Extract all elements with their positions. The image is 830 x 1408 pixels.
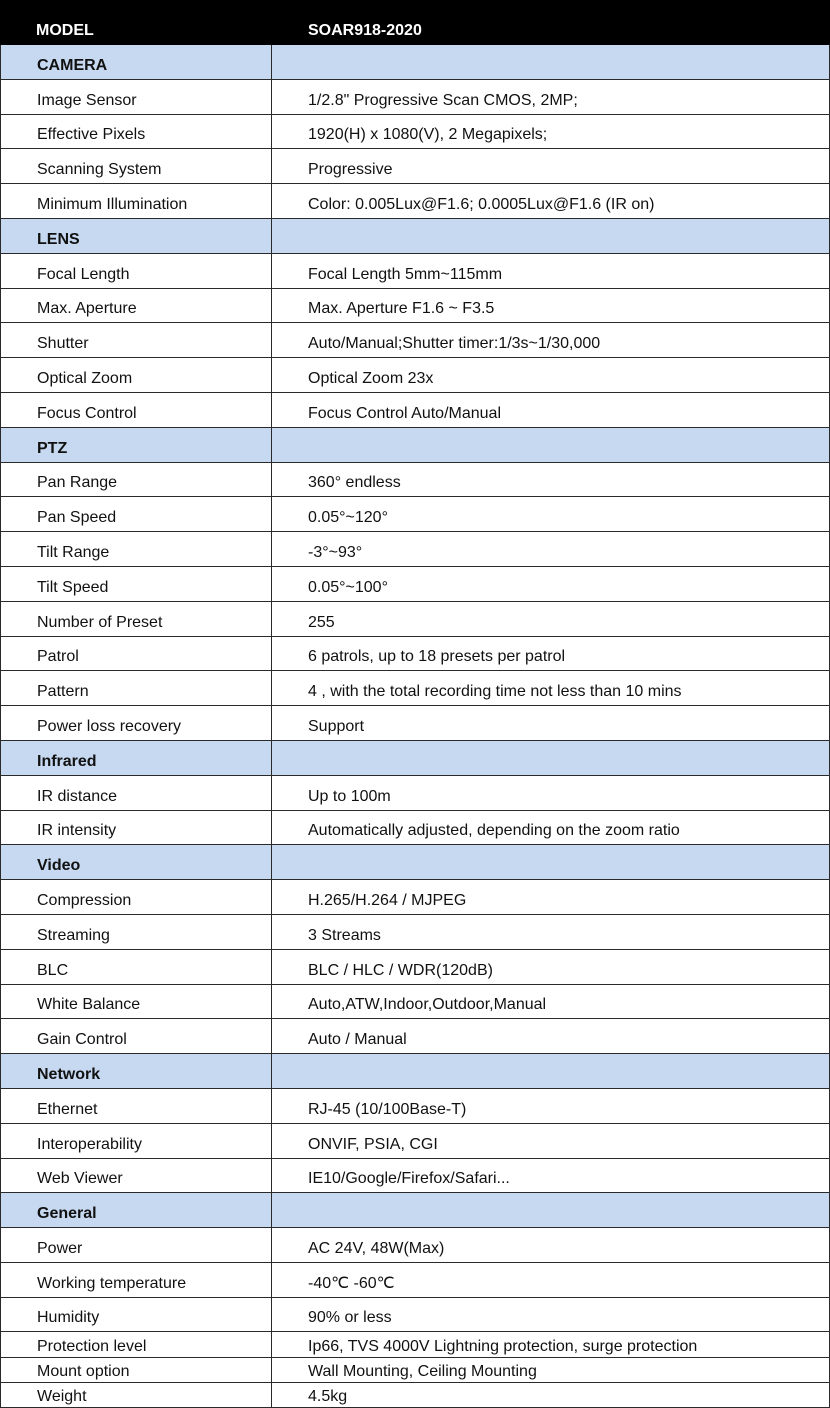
table-row <box>0 880 830 915</box>
spec-value: 1920(H) x 1080(V), 2 Megapixels; <box>272 115 830 149</box>
spec-label: White Balance <box>0 985 272 1019</box>
table-header <box>0 0 830 45</box>
table-row <box>0 532 830 567</box>
spec-value: Automatically adjusted, depending on the zoom ratio <box>272 811 830 845</box>
table-row <box>0 915 830 950</box>
spec-value: RJ-45 (10/100Base-T) <box>272 1089 830 1123</box>
spec-value: 360° endless <box>272 463 830 497</box>
table-row <box>0 985 830 1020</box>
spec-value: 4.5kg <box>272 1383 830 1407</box>
section-title: CAMERA <box>0 45 272 79</box>
table-row <box>0 671 830 706</box>
table-row <box>0 1332 830 1357</box>
spec-label: BLC <box>0 950 272 984</box>
spec-value: -40℃ -60℃ <box>272 1263 830 1297</box>
table-row <box>0 149 830 184</box>
table-row <box>0 567 830 602</box>
table-row <box>0 637 830 672</box>
spec-label: Web Viewer <box>0 1159 272 1193</box>
section-header-row <box>0 1193 830 1228</box>
section-blank-cell <box>272 845 830 879</box>
spec-label: Power loss recovery <box>0 706 272 740</box>
spec-value: H.265/H.264 / MJPEG <box>272 880 830 914</box>
spec-value: Auto / Manual <box>272 1019 830 1053</box>
spec-value: 255 <box>272 602 830 636</box>
table-row <box>0 1159 830 1194</box>
spec-label: IR intensity <box>0 811 272 845</box>
section-blank-cell <box>272 428 830 462</box>
spec-value: BLC / HLC / WDR(120dB) <box>272 950 830 984</box>
spec-value: Focal Length 5mm~115mm <box>272 254 830 288</box>
spec-label: Interoperability <box>0 1124 272 1158</box>
section-header-row <box>0 1054 830 1089</box>
table-row <box>0 254 830 289</box>
table-row <box>0 950 830 985</box>
spec-label: Optical Zoom <box>0 358 272 392</box>
spec-value: 1/2.8" Progressive Scan CMOS, 2MP; <box>272 80 830 114</box>
spec-value: -3°~93° <box>272 532 830 566</box>
spec-value: Progressive <box>272 149 830 183</box>
spec-value: Optical Zoom 23x <box>272 358 830 392</box>
header-value: SOAR918-2020 <box>308 22 422 39</box>
section-title: Video <box>0 845 272 879</box>
table-row <box>0 1383 830 1408</box>
spec-label: Pan Range <box>0 463 272 497</box>
spec-label: Streaming <box>0 915 272 949</box>
spec-label: Minimum Illumination <box>0 184 272 218</box>
spec-label: Shutter <box>0 323 272 357</box>
table-row <box>0 602 830 637</box>
header-label: MODEL <box>36 22 94 39</box>
spec-value: 4 , with the total recording time not less than 10 mins <box>272 671 830 705</box>
spec-label: Pan Speed <box>0 497 272 531</box>
table-row <box>0 1298 830 1333</box>
spec-value: AC 24V, 48W(Max) <box>272 1228 830 1262</box>
spec-label: Mount option <box>0 1358 272 1382</box>
spec-value: Auto,ATW,Indoor,Outdoor,Manual <box>272 985 830 1019</box>
spec-label: Power <box>0 1228 272 1262</box>
section-blank-cell <box>272 741 830 775</box>
table-row <box>0 1263 830 1298</box>
table-row <box>0 80 830 115</box>
table-row <box>0 1089 830 1124</box>
spec-label: Ethernet <box>0 1089 272 1123</box>
spec-label: Pattern <box>0 671 272 705</box>
spec-label: IR distance <box>0 776 272 810</box>
section-header-row <box>0 219 830 254</box>
spec-label: Gain Control <box>0 1019 272 1053</box>
section-blank-cell <box>272 219 830 253</box>
table-row <box>0 115 830 150</box>
table-row <box>0 776 830 811</box>
spec-label: Tilt Range <box>0 532 272 566</box>
table-row <box>0 497 830 532</box>
table-row <box>0 393 830 428</box>
table-row <box>0 289 830 324</box>
section-header-row <box>0 45 830 80</box>
spec-table <box>0 45 830 1408</box>
table-row <box>0 1228 830 1263</box>
table-row <box>0 323 830 358</box>
table-row <box>0 184 830 219</box>
section-header-row <box>0 741 830 776</box>
spec-value: ONVIF, PSIA, CGI <box>272 1124 830 1158</box>
table-row <box>0 811 830 846</box>
spec-value: Ip66, TVS 4000V Lightning protection, surge protection <box>272 1332 830 1356</box>
table-row <box>0 706 830 741</box>
table-row <box>0 1358 830 1383</box>
spec-label: Max. Aperture <box>0 289 272 323</box>
spec-label: Working temperature <box>0 1263 272 1297</box>
spec-label: Tilt Speed <box>0 567 272 601</box>
section-title: Infrared <box>0 741 272 775</box>
spec-value: 90% or less <box>272 1298 830 1332</box>
section-header-row <box>0 845 830 880</box>
spec-label: Protection level <box>0 1332 272 1356</box>
spec-label: Humidity <box>0 1298 272 1332</box>
spec-value: Auto/Manual;Shutter timer:1/3s~1/30,000 <box>272 323 830 357</box>
spec-label: Number of Preset <box>0 602 272 636</box>
spec-value: Color: 0.005Lux@F1.6; 0.0005Lux@F1.6 (IR on) <box>272 184 830 218</box>
section-blank-cell <box>272 1193 830 1227</box>
spec-value: 0.05°~120° <box>272 497 830 531</box>
spec-value: Support <box>272 706 830 740</box>
table-row <box>0 1124 830 1159</box>
section-title: Network <box>0 1054 272 1088</box>
table-row <box>0 1019 830 1054</box>
spec-label: Weight <box>0 1383 272 1407</box>
section-blank-cell <box>272 1054 830 1088</box>
section-title: PTZ <box>0 428 272 462</box>
table-row <box>0 358 830 393</box>
spec-value: IE10/Google/Firefox/Safari... <box>272 1159 830 1193</box>
spec-value: 6 patrols, up to 18 presets per patrol <box>272 637 830 671</box>
spec-value: Wall Mounting, Ceiling Mounting <box>272 1358 830 1382</box>
table-row <box>0 463 830 498</box>
section-blank-cell <box>272 45 830 79</box>
spec-label: Focal Length <box>0 254 272 288</box>
spec-value: 3 Streams <box>272 915 830 949</box>
spec-label: Focus Control <box>0 393 272 427</box>
spec-label: Image Sensor <box>0 80 272 114</box>
spec-label: Patrol <box>0 637 272 671</box>
spec-value: Focus Control Auto/Manual <box>272 393 830 427</box>
section-title: General <box>0 1193 272 1227</box>
spec-value: 0.05°~100° <box>272 567 830 601</box>
section-header-row <box>0 428 830 463</box>
spec-label: Compression <box>0 880 272 914</box>
spec-label: Scanning System <box>0 149 272 183</box>
spec-label: Effective Pixels <box>0 115 272 149</box>
spec-value: Up to 100m <box>272 776 830 810</box>
section-title: LENS <box>0 219 272 253</box>
spec-value: Max. Aperture F1.6 ~ F3.5 <box>272 289 830 323</box>
